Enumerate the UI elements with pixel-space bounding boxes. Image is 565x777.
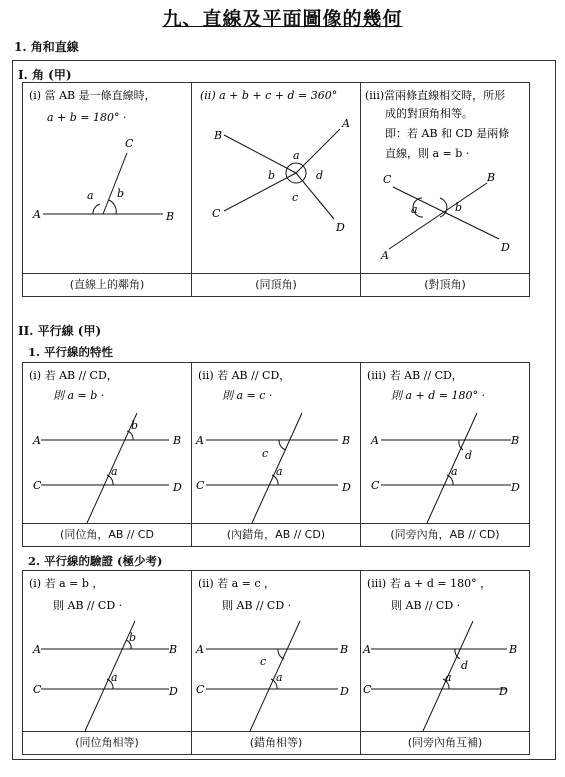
label-B: B: [169, 643, 178, 656]
label-C: C: [363, 683, 372, 696]
page-title: 九、直線及平面圖像的幾何: [162, 8, 403, 30]
alternate-figure: [192, 363, 360, 523]
label-c: c: [292, 191, 299, 204]
label-A: A: [33, 208, 41, 221]
alt-text-1: (ii) 若 AB // CD，: [198, 369, 291, 382]
corr-text-2: 則 a = b ·: [53, 389, 105, 402]
cell-corresponding: [23, 363, 192, 524]
parallel-proof-label: 2. 平行線的驗證 (極少考): [28, 554, 163, 568]
cell-proof-corresponding: [23, 571, 192, 732]
label-D: D: [501, 241, 510, 254]
label-b: b: [131, 419, 139, 432]
caption-proof-interior: (同旁內角互補): [361, 732, 530, 755]
caption-point: (同頂角): [192, 274, 361, 297]
label-A: A: [371, 434, 379, 447]
label-D: D: [511, 481, 520, 494]
ray-c: [103, 153, 127, 214]
caption-interior: (同旁內角，AB // CD): [361, 524, 530, 547]
arc-b: [109, 200, 116, 214]
label-b: b: [129, 631, 137, 644]
label-B: B: [173, 434, 182, 447]
section-angles-label: I. 角 (甲): [18, 68, 72, 82]
label-D: D: [336, 221, 345, 234]
label-A: A: [196, 643, 204, 656]
proof-alternate-figure: [192, 571, 360, 731]
point-text-1: (ii) a + b + c + d = 360°: [200, 89, 338, 102]
interior-figure: [361, 363, 529, 523]
cell-alternate: [192, 363, 361, 524]
label-A: A: [196, 434, 204, 447]
label-a: a: [445, 671, 452, 684]
label-B: B: [487, 171, 496, 184]
ray-c: [224, 173, 299, 211]
caption-alternate: (內錯角，AB // CD): [192, 524, 361, 547]
label-c: c: [260, 655, 267, 668]
int-text-2: 則 a + d = 180° ·: [391, 389, 486, 402]
pc-text-1: (i) 若 a = b ，: [29, 577, 104, 590]
adjacent-text-2: a + b = 180° ·: [47, 111, 127, 124]
label-D: D: [340, 685, 349, 698]
label-a: a: [293, 149, 300, 162]
label-c: c: [262, 447, 269, 460]
caption-adjacent: (直線上的鄰角): [23, 274, 192, 297]
label-A: A: [381, 249, 389, 262]
label-A: A: [342, 117, 350, 130]
label-C: C: [125, 137, 134, 150]
label-B: B: [214, 129, 223, 142]
label-C: C: [212, 207, 221, 220]
int-text-1: (iii) 若 AB // CD，: [367, 369, 463, 382]
label-D: D: [169, 685, 178, 698]
label-A: A: [363, 643, 371, 656]
label-B: B: [511, 434, 520, 447]
label-a: a: [111, 671, 118, 684]
parallel-properties-label: 1. 平行線的特性: [28, 345, 114, 359]
cell-proof-interior: [361, 571, 530, 732]
caption-corresponding: (同位角，AB // CD: [23, 524, 192, 547]
vertical-text-4: 直線，則 a = b ·: [385, 147, 470, 160]
caption-proof-corresponding: (同位角相等): [23, 732, 192, 755]
proof-interior-figure: [361, 571, 529, 731]
cell-adjacent-angles: [23, 83, 192, 274]
label-D: D: [499, 685, 508, 698]
cell-interior: [361, 363, 530, 524]
label-C: C: [33, 479, 42, 492]
cell-angles-at-point: [192, 83, 361, 274]
label-B: B: [509, 643, 518, 656]
vertical-angles-figure: [361, 83, 529, 273]
vertical-text-2: 成的對頂角相等。: [385, 107, 473, 120]
pa-text-1: (ii) 若 a = c ，: [198, 577, 276, 590]
label-A: A: [33, 643, 41, 656]
adjacent-angles-figure: [23, 83, 191, 273]
cell-proof-alternate: [192, 571, 361, 732]
section-heading: 1. 角和直線: [14, 40, 79, 54]
label-D: D: [342, 481, 351, 494]
proof-corresponding-figure: [23, 571, 191, 731]
pc-text-2: 則 AB // CD ·: [53, 599, 123, 612]
transversal: [85, 621, 135, 731]
pa-text-2: 則 AB // CD ·: [222, 599, 292, 612]
label-D: D: [173, 481, 182, 494]
arc-c: [279, 440, 286, 450]
adjacent-text-1: (i) 當 AB 是一條直線時，: [29, 89, 156, 102]
corresponding-figure: [23, 363, 191, 523]
label-a: a: [111, 465, 118, 478]
arc-a: [93, 204, 100, 214]
label-C: C: [33, 683, 42, 696]
section-parallel-label: II. 平行線 (甲): [18, 324, 102, 338]
label-d: d: [316, 169, 324, 182]
label-B: B: [340, 643, 349, 656]
line-ab: [389, 183, 487, 249]
label-B: B: [166, 210, 175, 223]
transversal: [250, 621, 300, 731]
label-A: A: [33, 434, 41, 447]
label-b: b: [455, 201, 463, 214]
label-b: b: [117, 187, 125, 200]
label-a: a: [276, 465, 283, 478]
parallel-properties-table: [22, 362, 530, 547]
cell-vertical-angles: [361, 83, 530, 274]
parallel-proof-table: [22, 570, 530, 755]
ray-d: [296, 173, 334, 219]
label-a: a: [276, 671, 283, 684]
label-a: a: [87, 189, 94, 202]
pi-text-1: (iii) 若 a + d = 180° ，: [367, 577, 492, 590]
ray-b: [224, 135, 296, 173]
vertical-text-1: (iii)當兩條直線相交時，所形: [365, 89, 506, 102]
pi-text-2: 則 AB // CD ·: [391, 599, 461, 612]
angles-table: [22, 82, 530, 297]
label-a: a: [411, 203, 418, 216]
ray-a: [296, 129, 340, 173]
label-C: C: [196, 683, 205, 696]
caption-proof-alternate: (錯角相等): [192, 732, 361, 755]
label-C: C: [383, 173, 392, 186]
alt-text-2: 則 a = c ·: [222, 389, 273, 402]
label-C: C: [196, 479, 205, 492]
label-d: d: [465, 449, 473, 462]
vertical-text-3: 即：若 AB 和 CD 是兩條: [385, 127, 510, 140]
label-B: B: [342, 434, 351, 447]
label-a: a: [451, 465, 458, 478]
label-b: b: [268, 169, 276, 182]
label-d: d: [461, 659, 469, 672]
caption-vertical: (對頂角): [361, 274, 530, 297]
label-C: C: [371, 479, 380, 492]
angles-at-point-figure: [192, 83, 360, 273]
corr-text-1: (i) 若 AB // CD，: [29, 369, 118, 382]
